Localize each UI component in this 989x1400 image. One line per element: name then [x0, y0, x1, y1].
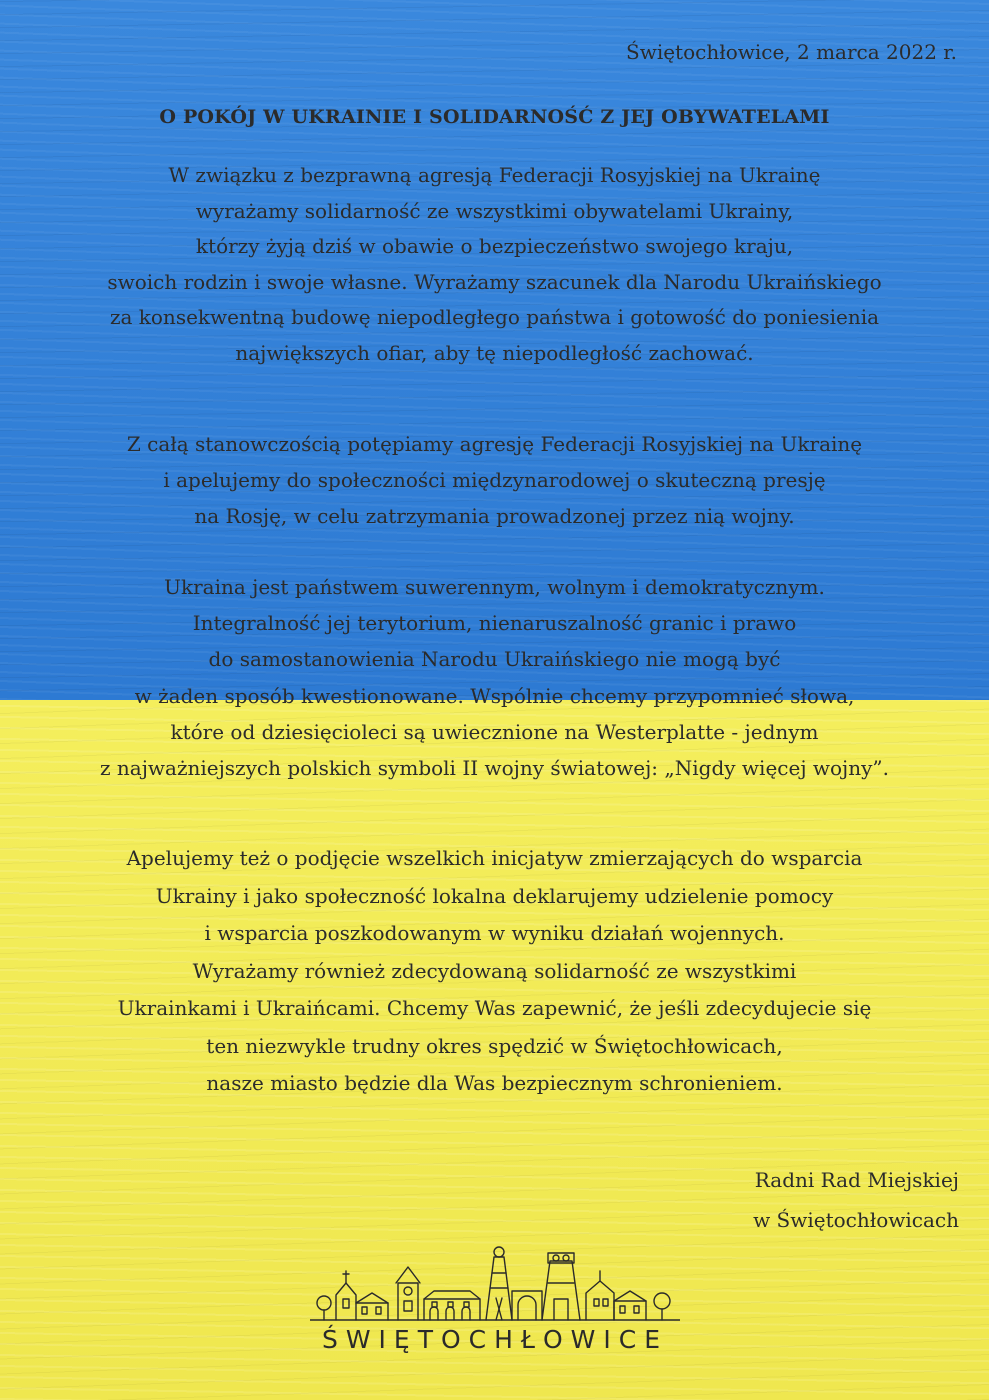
signature-line: Radni Rad Miejskiej	[754, 1168, 959, 1192]
signature-line: w Świętochłowicach	[753, 1208, 959, 1232]
paragraph-2	[20, 426, 969, 534]
paragraph-4	[20, 840, 969, 1103]
text-line: z najważniejszych polskich symboli II wojny światowej: „Nigdy więcej wojny”.	[100, 756, 889, 781]
text-line: do samostanowienia Narodu Ukraińskiego nie mogą być	[208, 647, 781, 672]
text-line: W związku z bezprawną agresją Federacji Rosyjskiej na Ukrainę	[168, 163, 821, 187]
text-line: w żaden sposób kwestionowane. Wspólnie chcemy przypomnieć słowa,	[134, 683, 855, 708]
text-line: wyrażamy solidarność ze wszystkimi obywatelami Ukrainy,	[195, 198, 794, 223]
city-skyline-icon	[310, 1243, 680, 1323]
text-line: Z całą stanowczością potępiamy agresję Federacji Rosyjskiej na Ukrainę	[126, 432, 863, 456]
text-line: Ukrainkami i Ukraińcami. Chcemy Was zapewnić, że jeśli zdecydujecie się	[117, 996, 872, 1020]
city-name: ŚWIĘTOCHŁOWICE	[321, 1325, 669, 1354]
text-line: Ukrainy i jako społeczność lokalna deklarujemy udzielenie pomocy	[155, 883, 834, 908]
letter-date: Świętochłowice, 2 marca 2022 r.	[626, 40, 957, 64]
text-line: Wyrażamy również zdecydowaną solidarność ze wszystkimi	[192, 958, 797, 983]
text-line: nasze miasto będzie dla Was bezpiecznym schronieniem.	[206, 1071, 783, 1095]
city-logo	[310, 1243, 680, 1373]
text-line: za konsekwentną budowę niepodległego państwa i gotowość do poniesienia	[109, 305, 880, 329]
signature	[753, 1160, 959, 1240]
text-line: którzy żyją dziś w obawie o bezpieczeństwo swojego kraju,	[195, 234, 794, 258]
text-line: i apelujemy do społeczności międzynarodowej o skuteczną presję	[163, 468, 826, 492]
text-line: swoich rodzin i swoje własne. Wyrażamy szacunek dla Narodu Ukraińskiego	[107, 269, 882, 294]
text-line: Ukraina jest państwem suwerennym, wolnym i demokratycznym.	[164, 575, 825, 599]
text-line: i wsparcia poszkodowanym w wyniku działań wojennych.	[204, 921, 785, 945]
text-line: Apelujemy też o podjęcie wszelkich inicjatyw zmierzających do wsparcia	[126, 846, 863, 870]
paragraph-1	[20, 158, 969, 371]
paragraph-3	[20, 569, 969, 786]
text-line: które od dziesięcioleci są uwiecznione na Westerplatte - jednym	[170, 719, 819, 744]
text-line: na Rosję, w celu zatrzymania prowadzonej przez nią wojny.	[194, 504, 795, 528]
text-line: Integralność jej terytorium, nienaruszalność granic i prawo	[192, 611, 797, 636]
text-line: największych ofiar, aby tę niepodległość zachować.	[235, 340, 754, 365]
letter-heading: O POKÓJ W UKRAINIE I SOLIDARNOŚĆ Z JEJ OBYWATELAMI	[159, 106, 830, 128]
text-line: ten niezwykle trudny okres spędzić w Świętochłowicach,	[206, 1033, 783, 1058]
